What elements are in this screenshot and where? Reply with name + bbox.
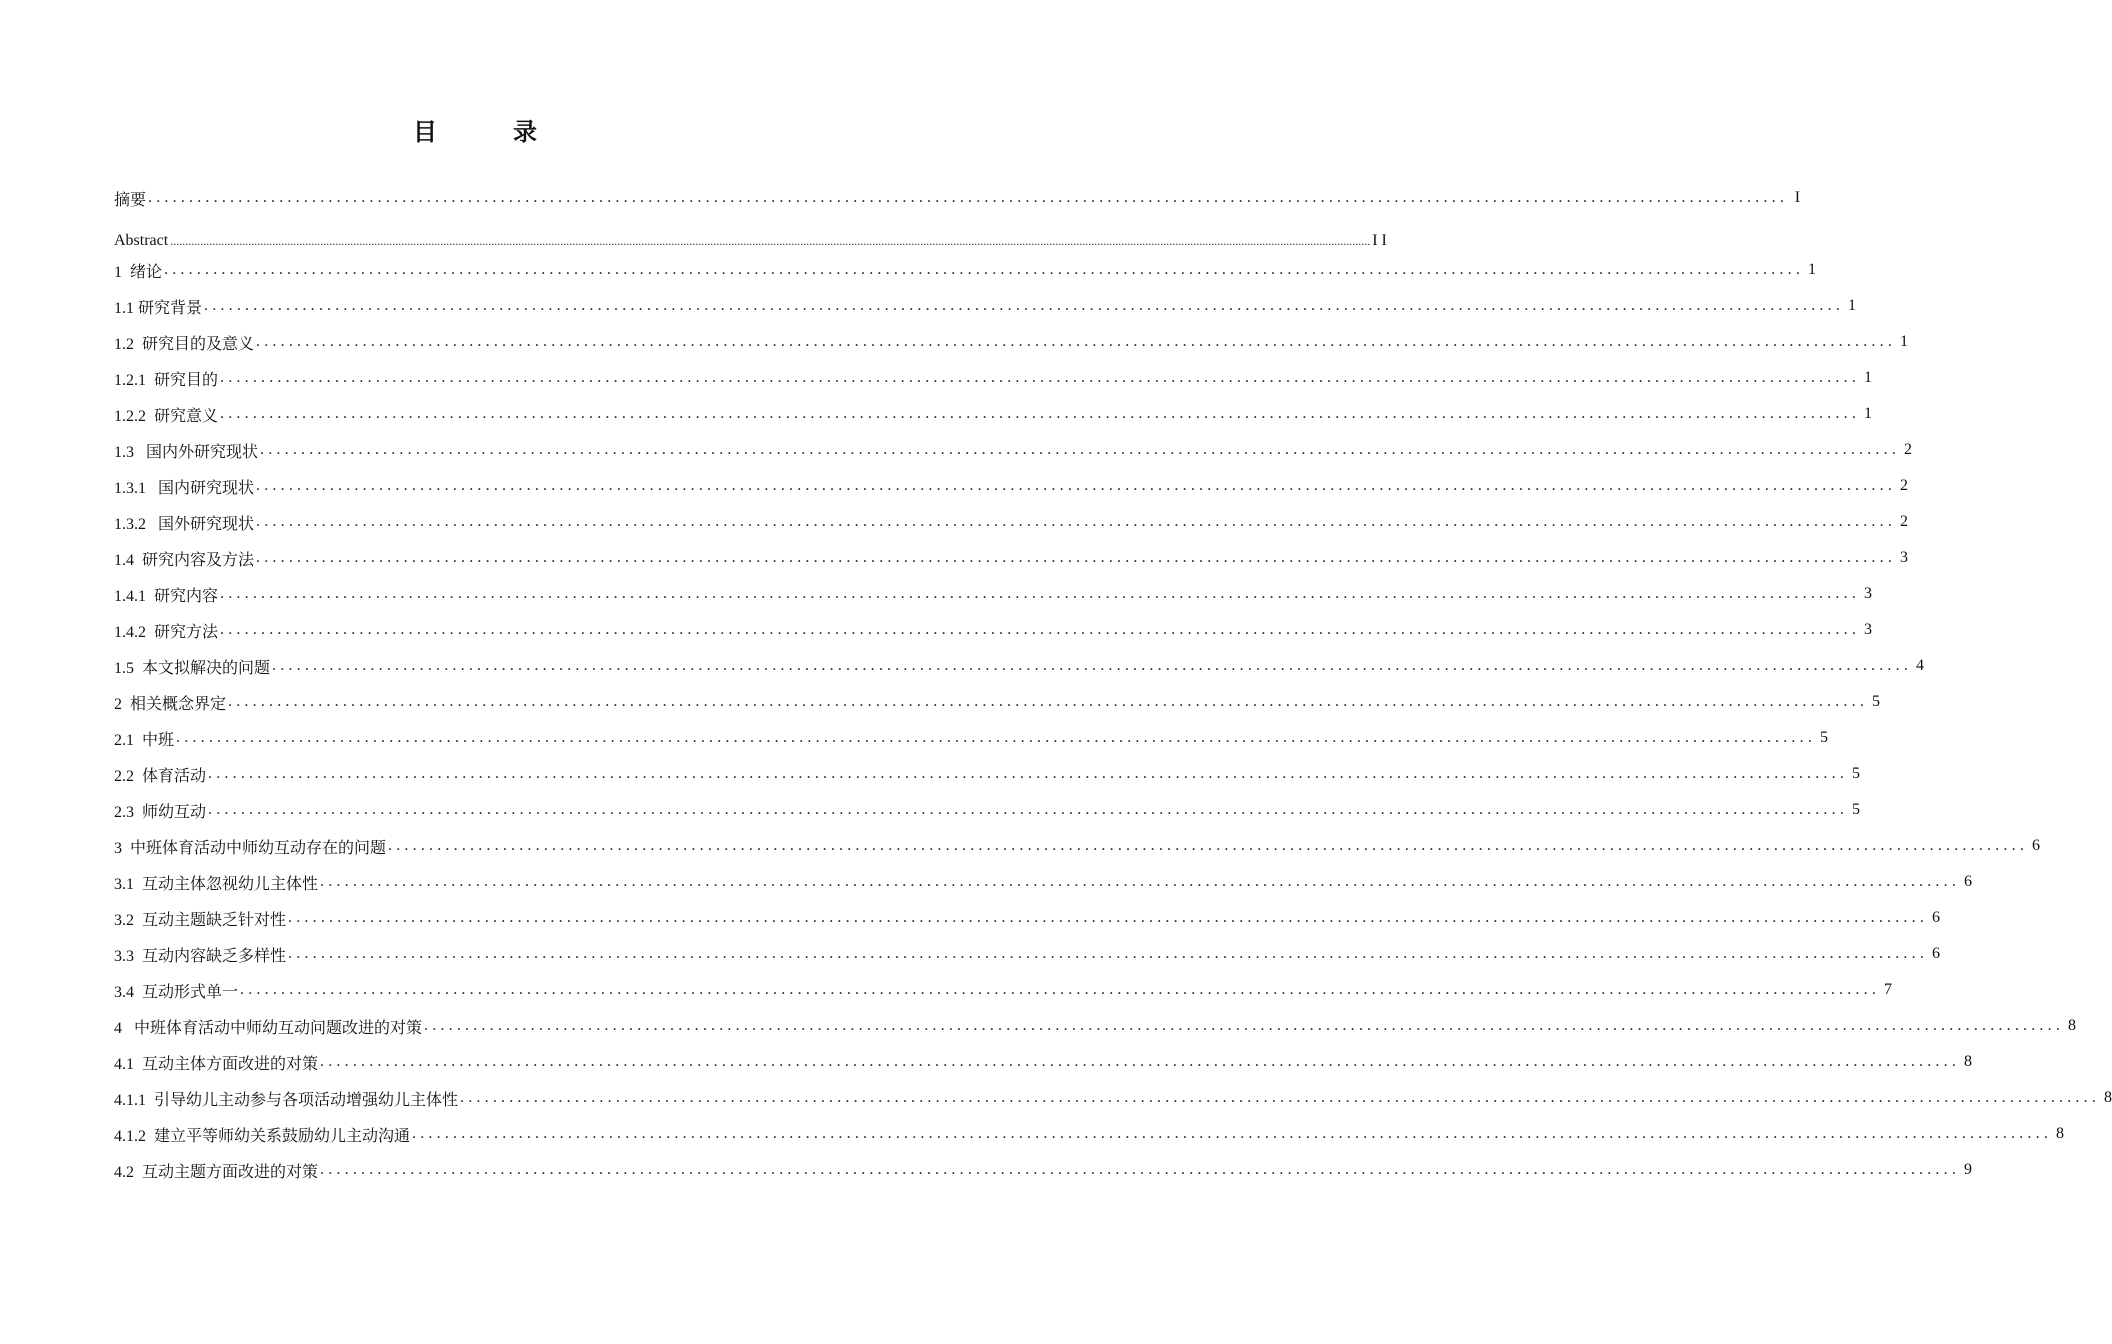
toc-entry-title: 1.3.2 国外研究现状 (114, 515, 255, 533)
toc-entry[interactable] (114, 942, 1941, 966)
toc-entry-page: 2 (1900, 477, 1909, 494)
toc-entry[interactable] (114, 438, 1913, 462)
toc-entry[interactable] (114, 1014, 2077, 1038)
toc-entry-page: 8 (2104, 1089, 2112, 1106)
dot-leader: ........................................................................................................................................................................................................ (320, 1161, 1961, 1178)
toc-entry[interactable] (114, 294, 1857, 318)
dot-leader: ........................................................................................................................................................................................................ (424, 1017, 2065, 1034)
dot-leader: ........................................................................................................................................................................................................ (256, 477, 1897, 494)
toc-entry[interactable] (114, 1122, 2065, 1146)
toc-entry-title: 4.1.2 建立平等师幼关系鼓励幼儿主动沟通 (114, 1127, 411, 1145)
toc-entry-title: 4 中班体育活动中师幼互动问题改进的对策 (114, 1019, 423, 1037)
toc-entry-title: Abstract (114, 232, 169, 249)
dot-leader: ........................................................................................................................................................................................................ (228, 693, 1869, 710)
toc-entry-page: 1 (1864, 405, 1873, 422)
toc-entry[interactable] (114, 330, 1909, 354)
toc-entry-title: 2 相关概念界定 (114, 695, 227, 713)
toc-entry-page: 5 (1820, 729, 1829, 746)
toc-entry-page: 2 (1904, 441, 1913, 458)
toc-entry-title: 3.1 互动主体忽视幼儿主体性 (114, 875, 319, 893)
toc-entry-page: 5 (1852, 801, 1861, 818)
toc-entry-title: 1.3.1 国内研究现状 (114, 479, 255, 497)
dot-leader: ................................................................................................................................................................................................................................................................................................................................................................................................................ (170, 233, 1371, 248)
dot-leader: ........................................................................................................................................................................................................ (256, 333, 1897, 350)
dot-leader: ........................................................................................................................................................................................................ (220, 369, 1861, 386)
toc-entry[interactable] (114, 402, 1873, 426)
toc-entry-title: 3.3 互动内容缺乏多样性 (114, 947, 287, 965)
toc-entry-title: 1.5 本文拟解决的问题 (114, 659, 271, 677)
toc-entry[interactable] (114, 366, 1873, 390)
dot-leader: ........................................................................................................................................................................................................ (208, 765, 1849, 782)
dot-leader: ........................................................................................................................................................................................................ (148, 189, 1789, 206)
toc-entry-page: 1 (1848, 297, 1857, 314)
toc-entry-page: 8 (2056, 1125, 2065, 1142)
toc-entry-page: 8 (2068, 1017, 2077, 1034)
page-title: 目 录 (413, 118, 563, 146)
toc-entry[interactable] (114, 762, 1861, 786)
dot-leader: ........................................................................................................................................................................................................ (164, 261, 1805, 278)
toc-entry-page: I I (1372, 232, 1387, 249)
toc-entry-title: 1.4 研究内容及方法 (114, 551, 255, 569)
toc-entry-title: 2.1 中班 (114, 731, 175, 749)
toc-entry[interactable] (114, 510, 1909, 534)
toc-entry-title: 1.4.2 研究方法 (114, 623, 219, 641)
toc-entry-page: I (1794, 189, 1801, 206)
toc-entry[interactable] (114, 546, 1909, 570)
toc-entry-title: 4.1.1 引导幼儿主动参与各项活动增强幼儿主体性 (114, 1091, 459, 1109)
toc-entry-page: 3 (1864, 585, 1873, 602)
dot-leader: ........................................................................................................................................................................................................ (220, 585, 1861, 602)
toc-entry-title: 3.2 互动主题缺乏针对性 (114, 911, 287, 929)
toc-entry-page: 7 (1884, 981, 1893, 998)
toc-entry[interactable] (114, 834, 2041, 858)
dot-leader: ........................................................................................................................................................................................................ (320, 873, 1961, 890)
toc-entry-page: 3 (1900, 549, 1909, 566)
toc-entry-title: 1.4.1 研究内容 (114, 587, 219, 605)
toc-entry-page: 5 (1852, 765, 1861, 782)
toc-entry[interactable] (114, 1158, 1973, 1182)
toc-entry-page: 3 (1864, 621, 1873, 638)
toc-entry-title: 1.2.2 研究意义 (114, 407, 219, 425)
toc-entry-page: 9 (1964, 1161, 1973, 1178)
dot-leader: ........................................................................................................................................................................................................ (204, 297, 1845, 314)
toc-entry-page: 1 (1864, 369, 1873, 386)
dot-leader: ........................................................................................................................................................................................................ (220, 405, 1861, 422)
toc-entry-page: 6 (1964, 873, 1973, 890)
dot-leader: ........................................................................................................................................................................................................ (412, 1125, 2053, 1142)
dot-leader: ........................................................................................................................................................................................................ (272, 657, 1913, 674)
dot-leader: ........................................................................................................................................................................................................ (388, 837, 2029, 854)
dot-leader: ........................................................................................................................................................................................................ (256, 513, 1897, 530)
toc-entry[interactable] (114, 654, 1925, 678)
toc-entry[interactable] (114, 978, 1893, 1002)
toc-entry[interactable] (114, 582, 1873, 606)
toc-entry-page: 8 (1964, 1053, 1973, 1070)
toc-entry[interactable] (114, 258, 1817, 282)
toc-entry-title: 4.2 互动主题方面改进的对策 (114, 1163, 319, 1181)
dot-leader: ........................................................................................................................................................................................................ (176, 729, 1817, 746)
toc-entry-page: 5 (1872, 693, 1881, 710)
toc-entry-page: 6 (2032, 837, 2041, 854)
dot-leader: ........................................................................................................................................................................................................ (288, 909, 1929, 926)
toc-entry-page: 2 (1900, 513, 1909, 530)
toc-entry-title: 2.2 体育活动 (114, 767, 207, 785)
dot-leader: ........................................................................................................................................................................................................ (256, 549, 1897, 566)
dot-leader: ........................................................................................................................................................................................................ (208, 801, 1849, 818)
toc-entry-title: 1.2.1 研究目的 (114, 371, 219, 389)
toc-entry[interactable] (114, 798, 1861, 822)
dot-leader: ........................................................................................................................................................................................................ (220, 621, 1861, 638)
toc-entry[interactable] (114, 1086, 2112, 1110)
toc-entry[interactable] (114, 906, 1941, 930)
toc-entry[interactable] (114, 229, 1387, 253)
toc-entry-title: 1.2 研究目的及意义 (114, 335, 255, 353)
dot-leader: ........................................................................................................................................................................................................ (260, 441, 1901, 458)
toc-entry[interactable] (114, 474, 1909, 498)
dot-leader: ........................................................................................................................................................................................................ (288, 945, 1929, 962)
toc-entry-title: 1.3 国内外研究现状 (114, 443, 259, 461)
toc-entry-page: 6 (1932, 909, 1941, 926)
toc-entry[interactable] (114, 618, 1873, 642)
toc-entry-title: 1.1 研究背景 (114, 299, 203, 317)
toc-entry[interactable] (114, 870, 1973, 894)
toc-entry-title: 3 中班体育活动中师幼互动存在的问题 (114, 839, 387, 857)
dot-leader: ........................................................................................................................................................................................................ (320, 1053, 1961, 1070)
toc-entry-title: 摘要 (114, 191, 147, 209)
toc-entry[interactable] (114, 690, 1881, 714)
toc-entry-page: 1 (1900, 333, 1909, 350)
toc-entry[interactable] (114, 1050, 1973, 1074)
toc-entry-title: 4.1 互动主体方面改进的对策 (114, 1055, 319, 1073)
toc-entry[interactable] (114, 726, 1829, 750)
toc-entry-title: 1 绪论 (114, 263, 163, 281)
toc-entry-page: 6 (1932, 945, 1941, 962)
toc-entry[interactable] (114, 186, 1801, 210)
toc-entry-title: 3.4 互动形式单一 (114, 983, 239, 1001)
dot-leader: ........................................................................................................................................................................................................ (240, 981, 1881, 998)
toc-entry-title: 2.3 师幼互动 (114, 803, 207, 821)
toc-entry-page: 4 (1916, 657, 1925, 674)
toc-entry-page: 1 (1808, 261, 1817, 278)
dot-leader: ........................................................................................................................................................................................................ (460, 1089, 2101, 1106)
